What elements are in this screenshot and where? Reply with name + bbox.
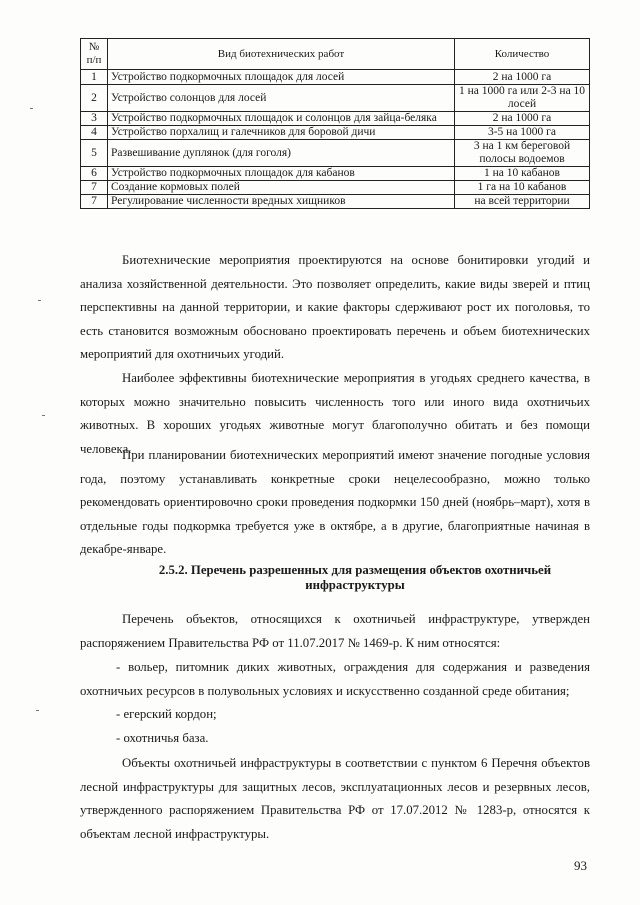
paragraph-forest-infrastructure: Объекты охотничьей инфраструктуры в соответствии с пунктом 6 Перечня объектов лесной инфраструктуры для защитных лесов, эксплуатационных лесов и резервных лесов, утвержденного распоряжением Правительства РФ от 17.07.2012 № 1283-р, относятся к объектам лесной инфраструктуры. [80, 756, 590, 841]
row-num: 1 [81, 70, 108, 85]
row-qty: 1 га на 10 кабанов [455, 181, 590, 195]
scan-speck [42, 415, 45, 416]
header-work: Вид биотехнических работ [108, 39, 455, 70]
row-work: Устройство подкормочных площадок для кабанов [108, 167, 455, 181]
row-num: 4 [81, 126, 108, 140]
row-qty: 2 на 1000 га [455, 70, 590, 85]
row-qty: на всей территории [455, 195, 590, 209]
paragraph-effective: Наиболее эффективны биотехнические мероприятия в угодьях среднего качества, в которых можно значительно повысить численность того или иного вида охотничьих животных. В хороших угодьях животные могут благополучно обитать и без помощи человека. [80, 371, 590, 456]
table-row [81, 167, 590, 181]
row-work: Развешивание дуплянок (для гоголя) [108, 140, 455, 167]
row-num: 6 [81, 167, 108, 181]
row-num: 2 [81, 85, 108, 112]
section-heading: 2.5.2. Перечень разрешенных для размещения объектов охотничьей инфраструктуры [158, 563, 552, 592]
table-header-row [81, 39, 590, 70]
table-row [81, 112, 590, 126]
table-row [81, 195, 590, 209]
page-number: 93 [574, 858, 587, 873]
row-qty: 3 на 1 км береговой полосы водоемов [455, 140, 590, 167]
table-row [81, 126, 590, 140]
paragraph-planning: При планировании биотехнических мероприятий имеют значение погодные условия года, поэтому устанавливать конкретные сроки нецелесообразно, можно только рекомендовать ориентировочно сроки проведения подкормки 150 дней (ноябрь–март), хотя в отдельные годы подкормка требуется уже в октябре, а в другие, благоприятные начиная в декабре-январе. [80, 448, 590, 556]
paragraph-bonitirovka: Биотехнические мероприятия проектируются на основе бонитировки угодий и анализа хозяйственной деятельности. Это позволяет определить, какие виды зверей и птиц перспективны на данной территории, и какие факторы сдерживают рост их поголовья, то есть становится возможным обосновано проектировать перечень и объем биотехнических мероприятий для охотничьих угодий. [80, 253, 590, 361]
header-qty: Количество [455, 39, 590, 70]
scan-speck [38, 300, 41, 301]
row-work: Создание кормовых полей [108, 181, 455, 195]
row-work: Регулирование численности вредных хищников [108, 195, 455, 209]
row-num: 3 [81, 112, 108, 126]
row-qty: 1 на 10 кабанов [455, 167, 590, 181]
table-row [81, 140, 590, 167]
row-work: Устройство порхалищ и галечников для боровой дичи [108, 126, 455, 140]
row-num: 7 [81, 181, 108, 195]
row-qty: 2 на 1000 га [455, 112, 590, 126]
list-item-base: - охотничья база. [116, 731, 209, 745]
table-row [81, 181, 590, 195]
row-work: Устройство подкормочных площадок для лосей [108, 70, 455, 85]
scan-speck [30, 108, 33, 109]
row-qty: 1 на 1000 га или 2-3 на 10 лосей [455, 85, 590, 112]
list-item-aviary: - вольер, питомник диких животных, ограждения для содержания и разведения охотничьих ресурсов в полувольных условиях и искусственно созданной среде обитания; [80, 660, 590, 698]
biotech-works-table [80, 38, 590, 209]
row-work: Устройство солонцов для лосей [108, 85, 455, 112]
table-row [81, 85, 590, 112]
row-num: 7 [81, 195, 108, 209]
row-qty: 3-5 на 1000 га [455, 126, 590, 140]
scan-speck [36, 710, 39, 711]
header-num: № п/п [81, 39, 108, 70]
row-num: 5 [81, 140, 108, 167]
list-item-cordon: - егерский кордон; [116, 707, 217, 721]
table-row [81, 70, 590, 85]
row-work: Устройство подкормочных площадок и солонцов для зайца-беляка [108, 112, 455, 126]
paragraph-infrastructure-list: Перечень объектов, относящихся к охотничьей инфраструктуре, утвержден распоряжением Правительства РФ от 11.07.2017 № 1469-р. К ним относятся: [80, 612, 590, 650]
